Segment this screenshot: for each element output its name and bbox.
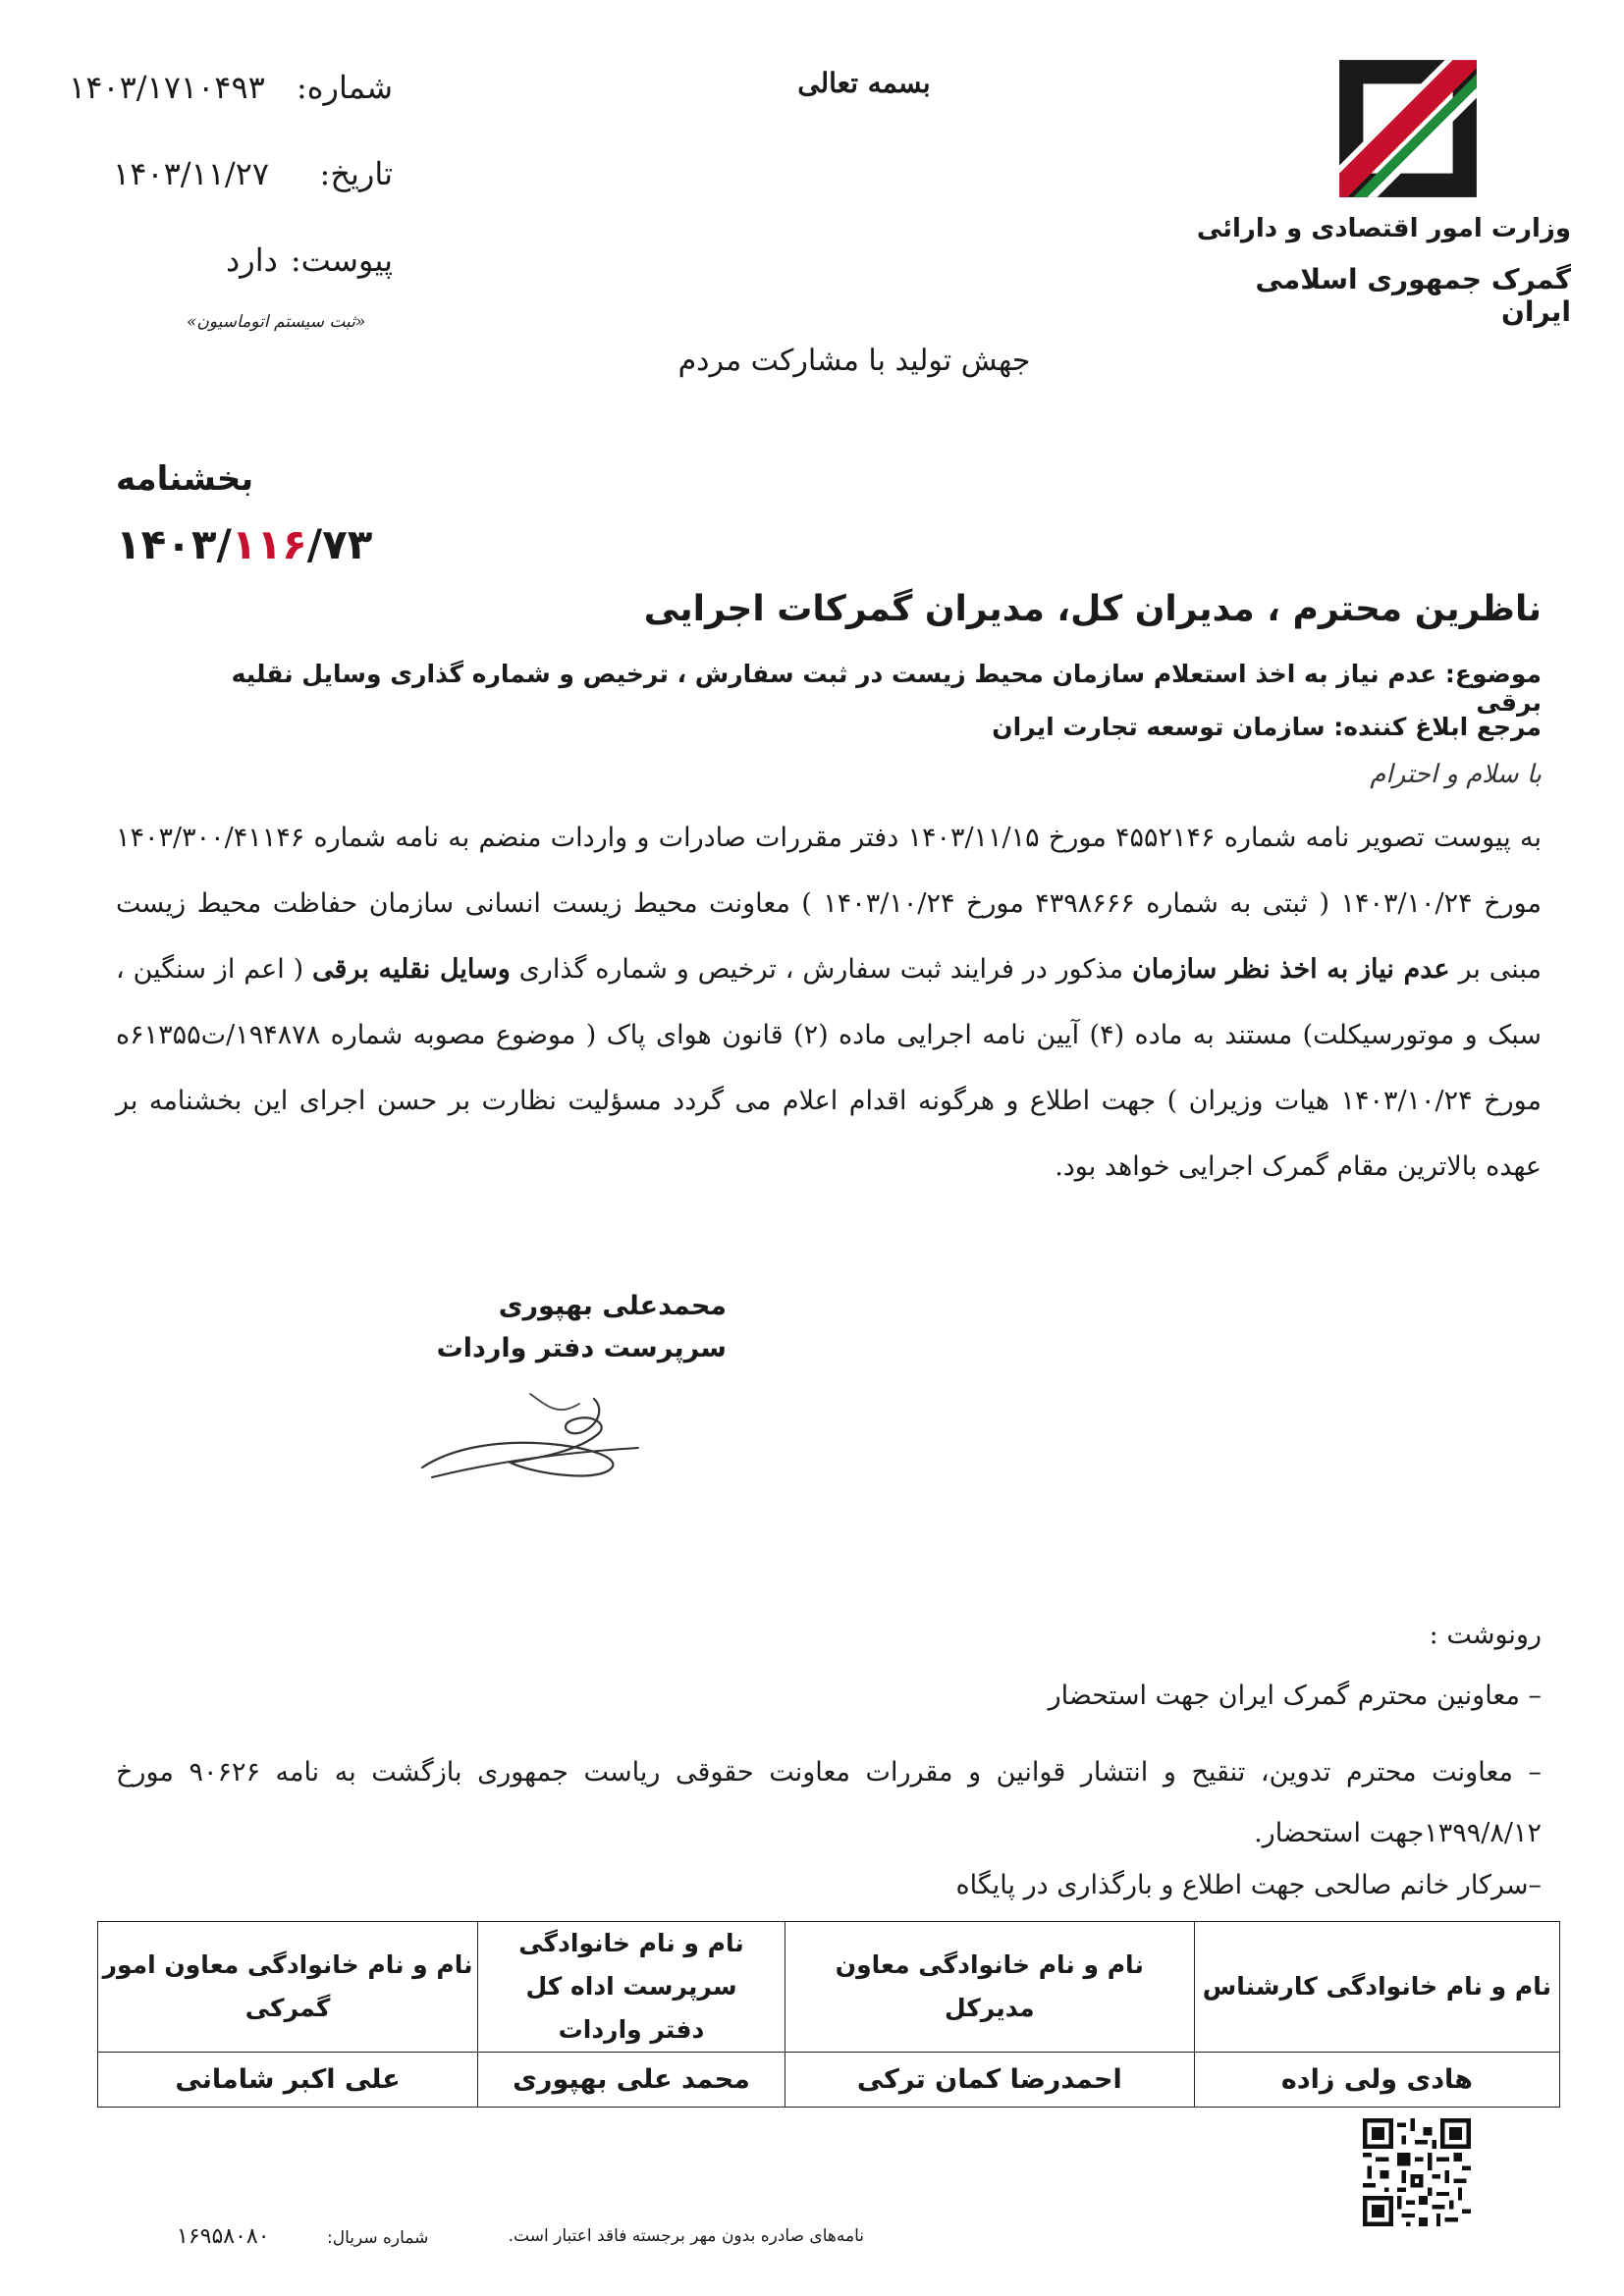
number-value: ۱۴۰۳/۱۷۱۰۴۹۳ <box>69 69 265 106</box>
date-label: تاریخ: <box>319 155 393 192</box>
number-label: شماره: <box>296 69 393 106</box>
subject-line: موضوع: عدم نیاز به اخذ استعلام سازمان محیط زیست در ثبت سفارش ، ترخیص و شماره گذاری وسایل نقلیه برقی <box>231 660 1542 717</box>
circular-number <box>116 520 372 568</box>
circular-title: بخشنامه <box>116 459 254 499</box>
signatory-name: محمدعلی بهپوری <box>498 1291 727 1321</box>
table-header-cell: نام و نام خانوادگی معاون امور گمرکی <box>98 1922 478 2053</box>
qr-code-icon <box>1363 2118 1471 2226</box>
body-bold-1: عدم نیاز به اخذ نظر سازمان <box>1131 954 1450 985</box>
handwritten-signature-icon <box>412 1355 687 1502</box>
letter-meta <box>69 69 403 328</box>
attachment-label: پیوست: <box>290 241 393 279</box>
cc-item: –سرکار خانم صالحی جهت اطلاع و بارگذاری در پایگاه <box>955 1870 1542 1900</box>
greeting: با سلام و احترام <box>1370 760 1542 789</box>
reference-line: مرجع ابلاغ کننده: سازمان توسعه تجارت ایران <box>992 713 1542 741</box>
ministry-name: وزارت امور اقتصادی و دارائی <box>1196 214 1571 243</box>
customs-name: گمرک جمهوری اسلامی ایران <box>1255 263 1571 328</box>
cc-title: رونوشت : <box>1429 1620 1542 1650</box>
slogan: جهش تولید با مشارکت مردم <box>677 344 1031 378</box>
basmala: بسمه تعالی <box>797 67 931 99</box>
circular-number-highlight: ۱۱۶ <box>231 520 307 568</box>
table-cell: هادی ولی زاده <box>1194 2053 1559 2108</box>
signatory-title: سرپرست دفتر واردات <box>436 1333 727 1363</box>
date-value: ۱۴۰۳/۱۱/۲۷ <box>113 155 270 192</box>
table-header-row <box>98 1922 1560 2053</box>
circular-number-part3: /۷۳ <box>306 520 373 568</box>
body-text-2: مذکور در فرایند ثبت سفارش ، ترخیص و شماره گذاری <box>518 954 1124 985</box>
number-row <box>69 69 403 155</box>
customs-logo-icon <box>1333 54 1483 203</box>
attachment-value: دارد <box>226 241 278 279</box>
cc-item: – معاونین محترم گمرک ایران جهت استحضار <box>1048 1681 1542 1711</box>
table-header-cell: نام و نام خانوادگی کارشناس <box>1194 1922 1559 2053</box>
automation-note: «ثبت سیستم اتوماسیون» <box>187 312 366 332</box>
table-cell: محمد علی بهپوری <box>478 2053 785 2108</box>
serial-value: ۱۶۹۵۸۰۸۰ <box>177 2224 270 2249</box>
staff-table <box>97 1921 1560 2108</box>
body-paragraph <box>116 805 1542 1200</box>
body-text-1: به پیوست تصویر نامه شماره ۴۵۵۲۱۴۶ مورخ ۱۴۰۳/۱۱/۱۵ دفتر مقررات صادرات و واردات منضم به نامه شماره ۱۴۰۳/۳۰۰/۴۱۱۴۶ مورخ ۱۴۰۳/۱۰/۲۴ ( ثبتی به شماره ۴۳۹۸۶۶۶ مورخ ۱۴۰۳/۱۰/۲۴ ) معاونت محیط زیست انسانی سازمان حفاظت محیط زیست مبنی بر <box>116 823 1543 985</box>
table-header-cell: نام و نام خانوادگی سرپرست اداه کل دفتر واردات <box>478 1922 785 2053</box>
body-bold-2: وسایل نقلیه برقی <box>312 954 511 985</box>
validity-note: نامه‌های صادره بدون مهر برجسته فاقد اعتبار است. <box>508 2226 864 2246</box>
table-header-cell: نام و نام خانوادگی معاون مدیرکل <box>785 1922 1194 2053</box>
table-cell: علی اکبر شامانی <box>98 2053 478 2108</box>
body-text-3: ( اعم از سنگین ، سبک و موتورسیکلت) مستند به ماده (۴) آیین نامه اجرایی ماده (۲) قانون هوای پاک ( موضوع مصوبه شماره ۱۹۴۸۷۸/ت۶۱۳۵۵ه مورخ ۱۴۰۳/۱۰/۲۴ هیات وزیران ) جهت اطلاع و هرگونه اقدام اعلام می گردد مسؤلیت نظارت بر حسن اجرای این بخشنامه بر عهده بالاترین مقام گمرک اجرایی خواهد بود. <box>116 954 1542 1182</box>
circular-number-part1: ۱۴۰۳/ <box>116 520 232 568</box>
date-row <box>69 155 403 241</box>
table-row <box>98 2053 1560 2108</box>
cc-item: – معاونت محترم تدوین، تنقیح و انتشار قوانین و مقررات معاونت حقوقی ریاست جمهوری بازگشت به نامه ۹۰۶۲۶ مورخ ۱۳۹۹/۸/۱۲جهت استحضار. <box>116 1757 1542 1848</box>
table-cell: احمدرضا کمان ترکی <box>785 2053 1194 2108</box>
serial-label: شماره سریال: <box>327 2228 429 2248</box>
addressee: ناظرین محترم ، مدیران کل، مدیران گمرکات اجرایی <box>643 589 1542 629</box>
